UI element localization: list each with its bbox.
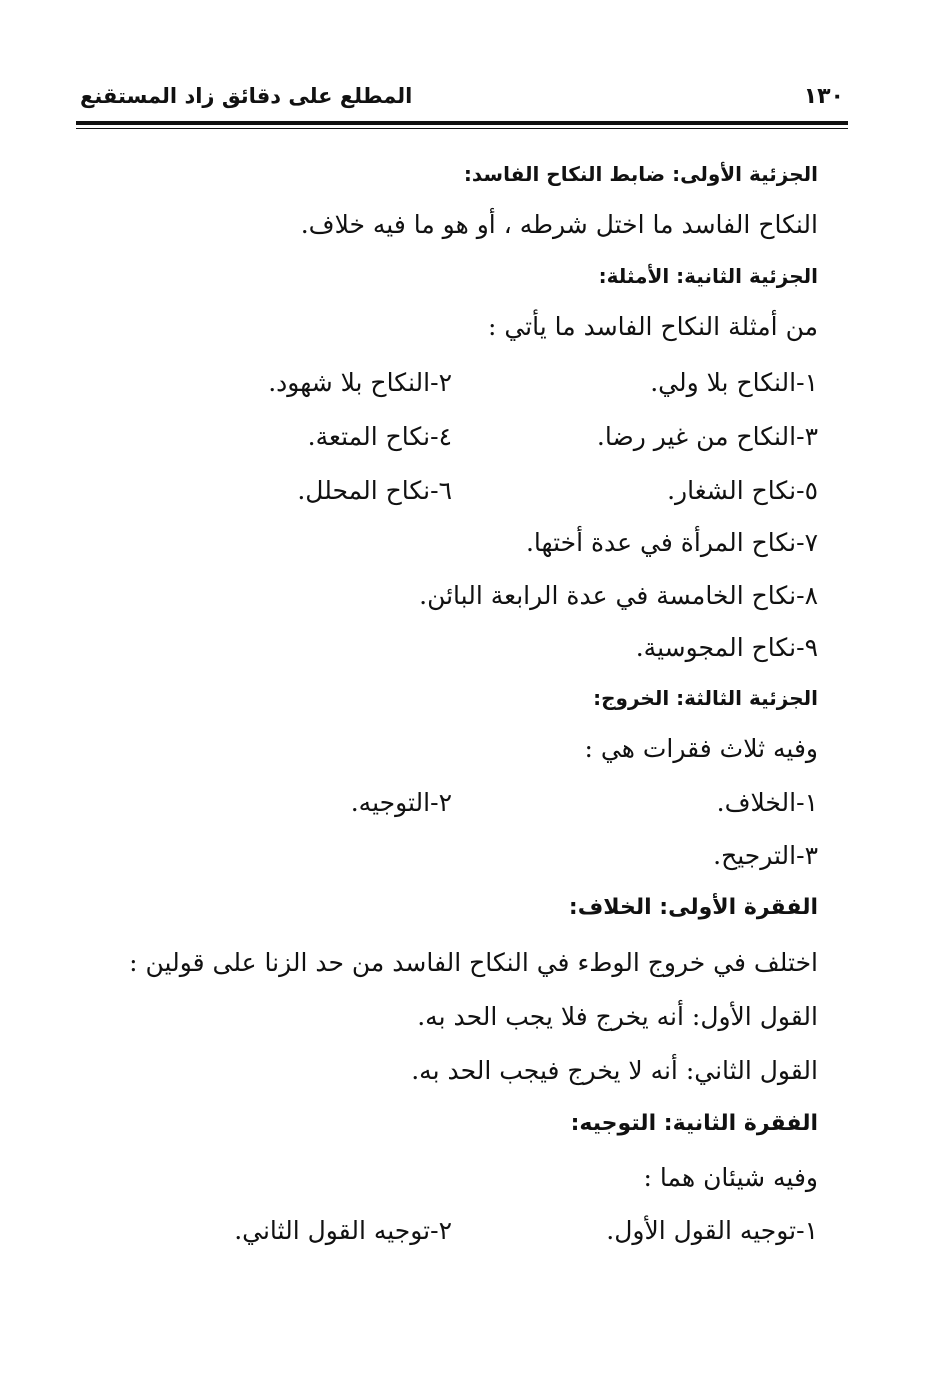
header-rule-thick <box>76 121 848 125</box>
section-heading-definition: الجزئية الأولى: ضابط النكاح الفاسد: <box>463 162 818 186</box>
example-item-2: ٢-النكاح بلا شهود. <box>268 368 452 397</box>
paragraph-item-1: ١-الخلاف. <box>716 788 818 817</box>
example-item-9: ٩-نكاح المجوسية. <box>635 633 818 662</box>
example-item-4: ٤-نكاح المتعة. <box>307 422 452 451</box>
section-heading-examples: الجزئية الثانية: الأمثلة: <box>598 264 818 288</box>
example-item-1: ١-النكاح بلا ولي. <box>650 368 818 397</box>
examples-intro: من أمثلة النكاح الفاسد ما يأتي : <box>487 312 818 341</box>
section-heading-exit: الجزئية الثالثة: الخروج: <box>593 686 818 710</box>
second-opinion: القول الثاني: أنه لا يخرج فيجب الحد به. <box>411 1056 818 1085</box>
disagreement-text: اختلف في خروج الوطء في النكاح الفاسد من حد الزنا على قولين : <box>129 948 818 977</box>
example-item-8: ٨-نكاح الخامسة في عدة الرابعة البائن. <box>419 581 818 610</box>
header-rule-thin <box>76 128 848 129</box>
exit-intro: وفيه ثلاث فقرات هي : <box>584 734 818 763</box>
example-item-3: ٣-النكاح من غير رضا. <box>596 422 818 451</box>
first-opinion: القول الأول: أنه يخرج فلا يجب الحد به. <box>417 1002 818 1031</box>
book-title: المطلع على دقائق زاد المستقنع <box>80 84 413 108</box>
justification-intro: وفيه شيئان هما : <box>643 1163 818 1192</box>
paragraph-heading-justification: الفقرة الثانية: التوجيه: <box>570 1111 818 1136</box>
justification-item-2: ٢-توجيه القول الثاني. <box>234 1216 452 1245</box>
page-header <box>76 84 848 118</box>
justification-item-1: ١-توجيه القول الأول. <box>606 1216 818 1245</box>
example-item-6: ٦-نكاح المحلل. <box>297 476 452 505</box>
example-item-5: ٥-نكاح الشغار. <box>667 476 818 505</box>
page-number: ١٣٠ <box>803 84 844 109</box>
paragraph-item-3: ٣-الترجيح. <box>713 841 818 870</box>
example-item-7: ٧-نكاح المرأة في عدة أختها. <box>525 528 818 557</box>
paragraph-heading-disagreement: الفقرة الأولى: الخلاف: <box>568 895 818 920</box>
definition-text: النكاح الفاسد ما اختل شرطه ، أو هو ما فيه خلاف. <box>300 210 818 239</box>
paragraph-item-2: ٢-التوجيه. <box>350 788 452 817</box>
